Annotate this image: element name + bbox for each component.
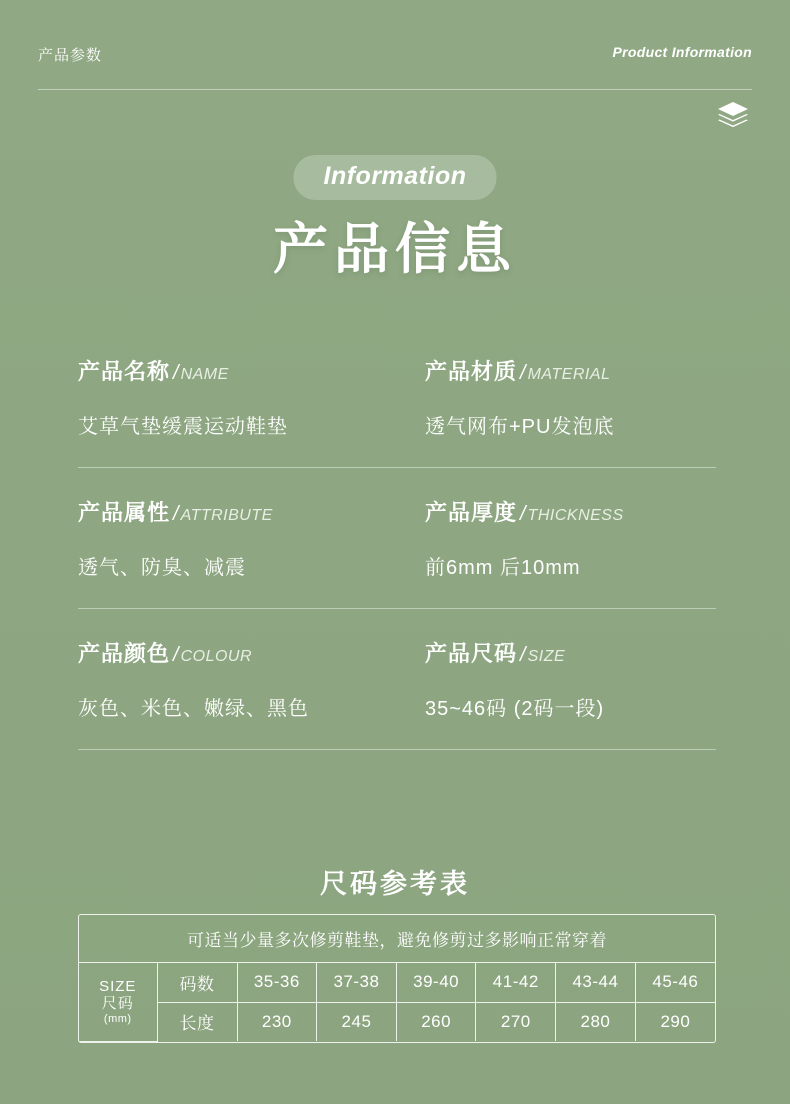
spec-label (78, 355, 397, 386)
size-table-note: 可适当少量多次修剪鞋垫，避免修剪过多影响正常穿着 (79, 915, 715, 963)
spec-label-cn: 产品名称 (78, 359, 171, 384)
spec-label (425, 496, 716, 527)
corner-line-3: (mm) (103, 1012, 132, 1025)
spec-item-attribute (78, 496, 397, 580)
spec-label-separator: / (520, 644, 526, 666)
size-table-corner (79, 963, 157, 1041)
table-row (79, 1002, 715, 1041)
table-cell: 37-38 (317, 963, 397, 1002)
spec-label-separator: / (173, 644, 179, 666)
spec-label-en: MATERIAL (527, 366, 611, 383)
spec-label-separator: / (173, 503, 179, 525)
layers-icon (716, 100, 750, 130)
size-table (78, 914, 716, 1043)
table-cell: 245 (317, 1002, 397, 1041)
size-table-title: 尺码参考表 (320, 869, 470, 899)
spec-label-en: NAME (180, 366, 229, 383)
spec-label-cn: 产品尺码 (425, 641, 518, 666)
corner-line-2: 尺码 (101, 995, 134, 1013)
spec-item-material (397, 355, 716, 439)
spec-row (78, 496, 716, 609)
row-header: 码数 (157, 963, 237, 1002)
table-cell: 290 (660, 1011, 691, 1031)
spec-value: 前6mm 后10mm (425, 557, 581, 579)
row-header: 长度 (157, 1002, 237, 1041)
spec-label-separator: / (520, 503, 526, 525)
table-cell: 35-36 (237, 963, 317, 1002)
header-left-title: 产品参数 (38, 47, 103, 64)
table-cell: 260 (396, 1002, 476, 1041)
table-cell: 43-44 (556, 963, 636, 1002)
spec-value: 灰色、米色、嫩绿、黑色 (78, 698, 309, 720)
spec-label (425, 355, 716, 386)
spec-item-colour (78, 637, 397, 721)
table-cell: 45-46 (635, 963, 715, 1002)
spec-item-name (78, 355, 397, 439)
spec-label-separator: / (520, 362, 526, 384)
spec-label-en: ATTRIBUTE (180, 507, 273, 524)
page-title: 产品信息 (272, 218, 518, 280)
spec-label (78, 637, 397, 668)
corner-line-1: SIZE (99, 978, 137, 996)
spec-value: 35~46码 (2码一段) (425, 698, 605, 720)
table-cell: 41-42 (476, 963, 556, 1002)
spec-value: 透气、防臭、减震 (78, 557, 246, 579)
table-cell: 280 (556, 1002, 636, 1041)
spec-label-cn: 产品厚度 (425, 500, 518, 525)
header-right-title: Product Information (612, 44, 752, 60)
table-cell: 270 (476, 1002, 556, 1041)
spec-value: 透气网布+PU发泡底 (425, 416, 615, 438)
table-cell: 39-40 (396, 963, 476, 1002)
spec-label (425, 637, 716, 668)
spec-label (78, 496, 397, 527)
spec-item-size (397, 637, 716, 721)
table-row (79, 963, 715, 1002)
table-cell: 230 (237, 1002, 317, 1041)
page-header (38, 44, 752, 90)
spec-label-cn: 产品属性 (78, 500, 171, 525)
spec-value: 艾草气垫缓震运动鞋垫 (78, 416, 288, 438)
spec-label-cn: 产品材质 (425, 359, 518, 384)
spec-label-en: SIZE (527, 648, 566, 665)
spec-label-cn: 产品颜色 (78, 641, 171, 666)
spec-row (78, 355, 716, 468)
spec-row (78, 637, 716, 750)
spec-item-thickness (397, 496, 716, 580)
spec-label-en: COLOUR (180, 648, 253, 665)
spec-list (78, 355, 716, 778)
information-pill: Information (294, 155, 497, 200)
spec-label-en: THICKNESS (527, 507, 624, 524)
spec-label-separator: / (173, 362, 179, 384)
